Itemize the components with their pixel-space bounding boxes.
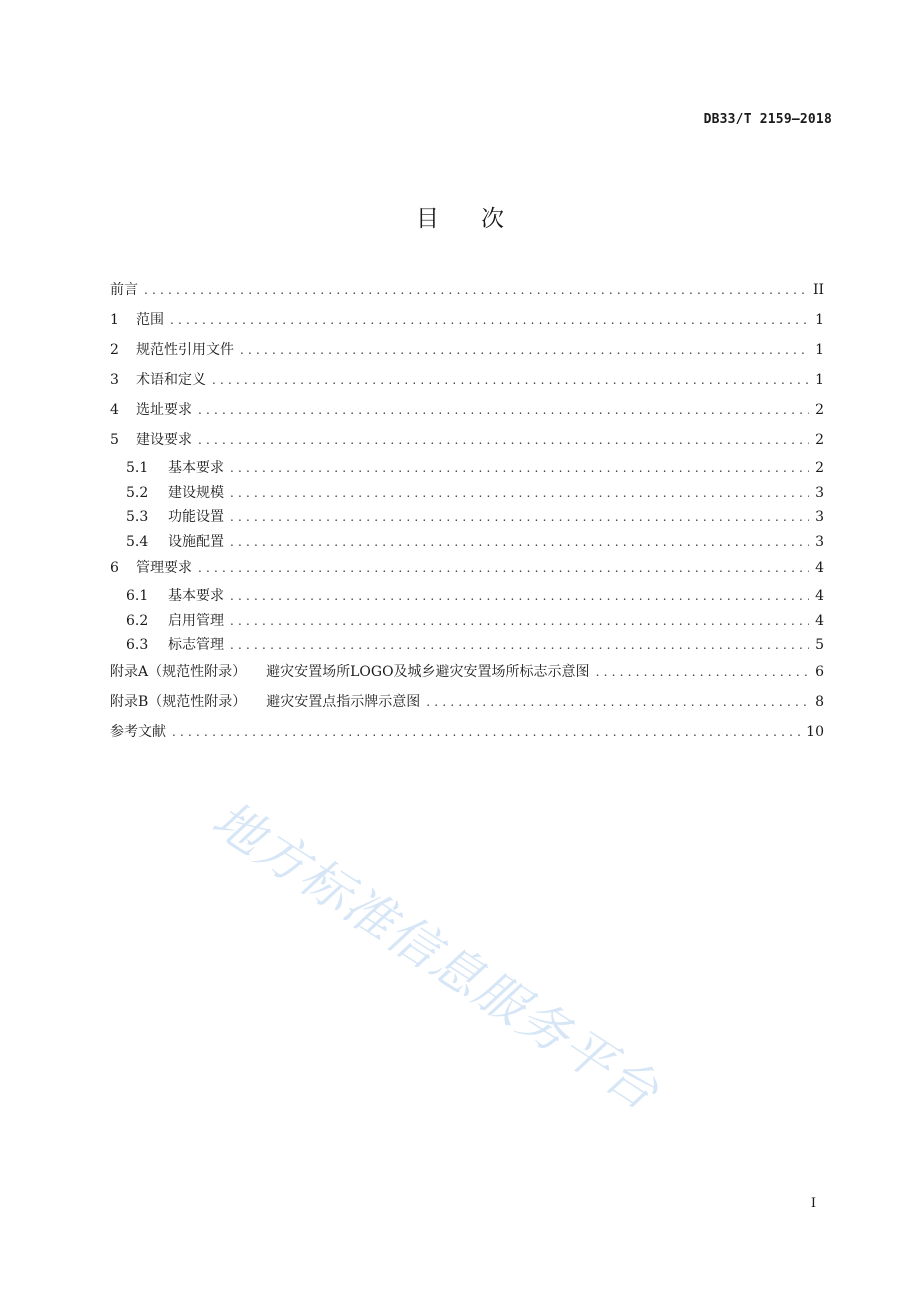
toc-entry-title: 设施配置 [168,533,224,550]
toc-entry-title: 选址要求 [136,402,192,418]
toc-entry-page: 4 [815,560,824,576]
toc-dot-leader [230,505,809,529]
toc-entry-title: 范围 [136,312,164,328]
toc-entry-number: 1 [110,312,119,328]
toc-dot-leader [144,278,807,302]
toc-entry-number: 6 [110,560,119,576]
toc-entry-title: 基本要求 [168,460,224,476]
toc-entry-title: 前言 [110,282,138,298]
toc-entry-page: 2 [815,402,824,418]
toc-entry-page: 3 [815,509,824,525]
toc-entry-number: 5 [110,432,119,448]
toc-entry-page: 4 [815,612,824,629]
toc-dot-leader [212,368,809,392]
toc-entry-number: 5.2 [126,484,149,501]
watermark: 地方标准信息服务平台 [202,790,670,1122]
toc-dot-leader [198,428,809,452]
toc-entry[interactable] [110,366,824,396]
toc-entry-page: 3 [815,484,824,501]
toc-entry-page: 1 [815,342,824,358]
toc-entry[interactable] [110,426,824,456]
toc-entry-page: 2 [815,460,824,476]
toc-entry[interactable] [110,658,824,688]
toc-entry-number: 6.1 [126,588,149,604]
toc-entry[interactable] [110,396,824,426]
toc-entry[interactable] [110,633,824,658]
toc-entry-title: 管理要求 [136,560,192,576]
toc-entry-page: 10 [806,723,824,740]
toc-entry-page: II [812,282,824,298]
toc-entry[interactable] [110,688,824,718]
page-title: 目次 [416,206,546,232]
toc-entry-number: 6.3 [126,637,149,653]
toc-entry-page: 5 [815,637,824,653]
toc-dot-leader [172,720,800,744]
toc-dot-leader [198,556,809,580]
toc-entry-page: 6 [815,663,824,680]
toc-entry-number: 3 [110,372,119,388]
toc-entry-number: 附录A（规范性附录） [110,663,247,680]
toc-dot-leader [230,609,809,633]
toc-entry-number: 5.4 [126,533,149,550]
toc-dot-leader [596,660,810,684]
table-of-contents [110,276,824,748]
toc-entry[interactable] [110,554,824,584]
toc-entry[interactable] [110,609,824,634]
toc-dot-leader [198,398,809,422]
toc-entry-title: 参考文献 [110,723,166,740]
toc-dot-leader [230,584,809,608]
toc-entry[interactable] [110,505,824,530]
toc-dot-leader [240,338,809,362]
toc-entry-title: 功能设置 [168,509,224,525]
toc-entry-title: 规范性引用文件 [136,342,234,358]
toc-entry[interactable] [110,718,824,748]
toc-entry-title: 避灾安置场所LOGO及城乡避灾安置场所标志示意图 [266,663,590,680]
toc-dot-leader [230,481,809,505]
toc-entry[interactable] [110,276,824,306]
toc-entry-page: 3 [815,533,824,550]
toc-dot-leader [230,530,809,554]
toc-entry-title: 术语和定义 [136,372,206,388]
toc-entry[interactable] [110,584,824,609]
toc-dot-leader [426,690,809,714]
toc-entry[interactable] [110,336,824,366]
toc-entry-number: 2 [110,342,119,358]
toc-entry-title: 基本要求 [168,588,224,604]
toc-entry-title: 避灾安置点指示牌示意图 [266,693,421,710]
toc-entry-number: 6.2 [126,612,149,629]
toc-entry[interactable] [110,456,824,481]
toc-entry-title: 建设要求 [136,432,192,448]
toc-entry-page: 1 [815,372,824,388]
toc-entry[interactable] [110,530,824,555]
toc-entry-page: 2 [815,432,824,448]
toc-dot-leader [230,456,809,480]
toc-entry-title: 启用管理 [168,612,224,629]
toc-entry-number: 5.3 [126,509,149,525]
toc-entry[interactable] [110,306,824,336]
toc-entry-page: 8 [815,693,824,710]
toc-entry-number: 5.1 [126,460,149,476]
page-number: I [810,1196,816,1211]
toc-entry[interactable] [110,481,824,506]
toc-entry-number: 附录B（规范性附录） [110,693,247,710]
toc-entry-title: 建设规模 [168,484,224,501]
toc-dot-leader [230,633,809,657]
standard-number: DB33/T 2159—2018 [703,112,832,127]
toc-entry-number: 4 [110,402,119,418]
toc-entry-title: 标志管理 [168,637,224,653]
toc-entry-page: 4 [815,588,824,604]
toc-dot-leader [170,308,809,332]
toc-entry-page: 1 [815,312,824,328]
